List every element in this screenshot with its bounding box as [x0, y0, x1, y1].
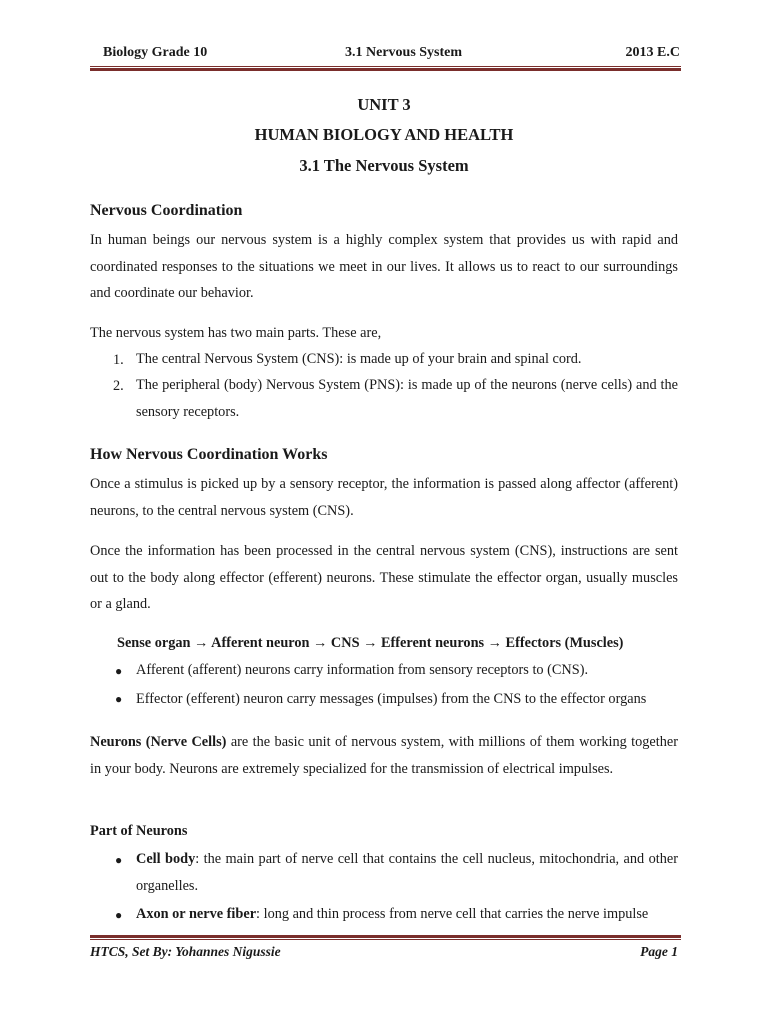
footer-rule-thick	[90, 935, 681, 938]
part-cell-body	[136, 846, 678, 899]
part-axon	[136, 901, 686, 928]
page-header	[90, 45, 680, 65]
nervous-coordination-heading: Nervous Coordination	[90, 202, 243, 219]
part-text: : the main part of nerve cell that contains the cell nucleus, mitochondria, and other organelles.	[136, 851, 679, 894]
list-item-cns: The central Nervous System (CNS): is made up of your brain and spinal cord.	[136, 351, 582, 367]
section-title: 3.1 The Nervous System	[299, 156, 469, 175]
nervous-coordination-paragraph: In human beings our nervous system is a highly complex system that provides us with rapid and coordinated responses to the situations we meet in our lives. It allows us to react to our surroundings and coordinate our behavior.	[90, 232, 678, 301]
neurons-term: Neurons (Nerve Cells)	[90, 734, 227, 750]
footer-rule-thin	[90, 939, 681, 940]
parts-heading: Part of Neurons	[90, 823, 188, 839]
part-text: : long and thin process from nerve cell that carries the nerve impulse	[256, 906, 649, 922]
unit-title: UNIT 3	[357, 95, 411, 114]
part-term: Axon or nerve fiber	[136, 906, 257, 922]
footer-author: HTCS, Set By: Yohannes Nigussie	[90, 944, 281, 959]
list-item-pns: The peripheral (body) Nervous System (PNS): is made up of the neurons (nerve cells) and the sensory receptors.	[136, 377, 678, 420]
neurons-definition: are the basic unit of nervous system, with millions of them working together in your body. Neurons are extremely specialized for the transmission of electrical impulses.	[90, 734, 678, 777]
list-number: 2.	[113, 378, 124, 394]
header-subject: Biology Grade 10	[103, 45, 208, 60]
header-section: 3.1 Nervous System	[345, 45, 463, 60]
bullet-icon: ●	[115, 853, 123, 867]
part-term: Cell body	[136, 851, 196, 867]
list-number: 1.	[113, 352, 124, 368]
bullet-icon: ●	[115, 908, 123, 922]
how-it-works-paragraph-1: Once a stimulus is picked up by a sensory receptor, the information is passed along affector (afferent) neurons, to the central nervous system (CNS).	[90, 476, 678, 519]
header-year: 2013 E.C	[625, 45, 680, 60]
bullet-efferent: Effector (efferent) neuron carry messages (impulses) from the CNS to the effector organs	[136, 691, 647, 707]
how-it-works-paragraph-2: Once the information has been processed in the central nervous system (CNS), instructions are sent out to the body along effector (efferent) neurons. These stimulate the effector organ, usually muscles or a gland.	[90, 543, 678, 612]
bullet-afferent: Afferent (afferent) neurons carry information from sensory receptors to (CNS).	[136, 662, 589, 678]
header-rule-thick	[90, 68, 681, 71]
two-parts-intro: The nervous system has two main parts. These are,	[90, 325, 382, 341]
header-rule-thin	[90, 66, 681, 67]
how-it-works-heading: How Nervous Coordination Works	[90, 446, 328, 463]
coordination-flow: Sense organ → Afferent neuron → CNS → Efferent neurons → Effectors (Muscles)	[117, 635, 624, 651]
footer-page-number: Page 1	[640, 944, 678, 959]
chapter-title: HUMAN BIOLOGY AND HEALTH	[254, 125, 514, 144]
bullet-icon: ●	[115, 692, 123, 706]
bullet-icon: ●	[115, 664, 123, 678]
neurons-paragraph	[90, 729, 678, 782]
